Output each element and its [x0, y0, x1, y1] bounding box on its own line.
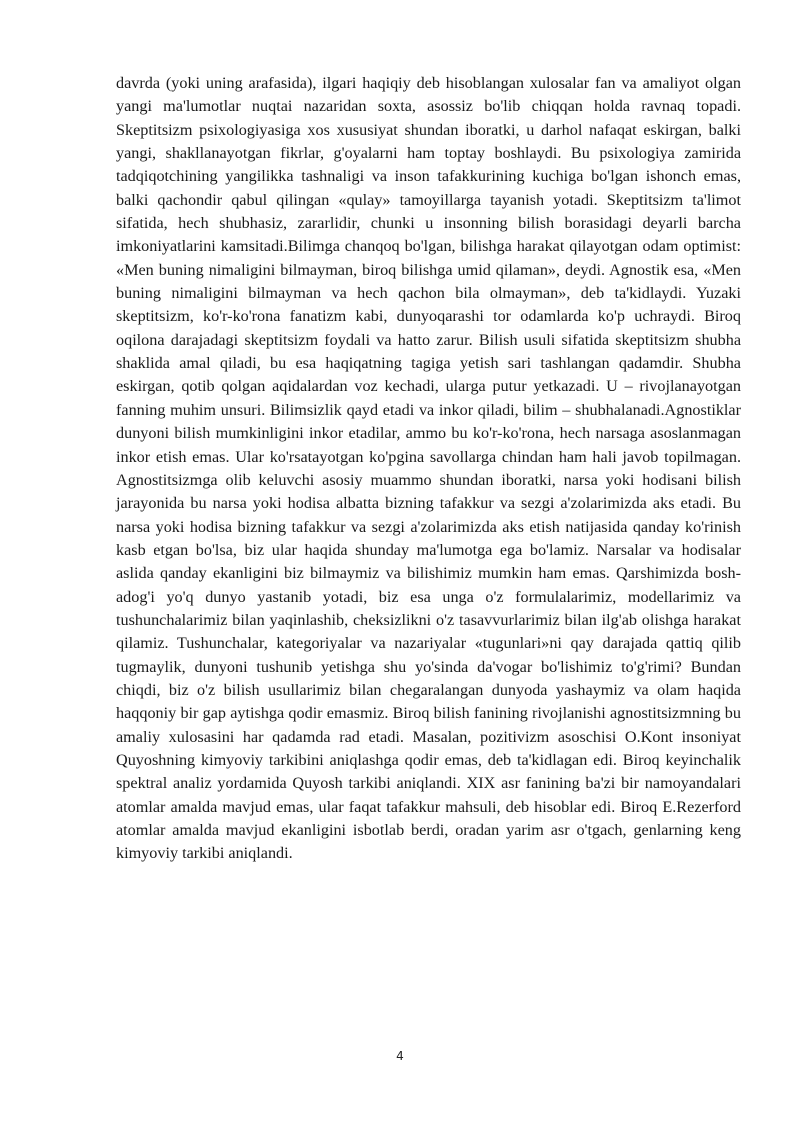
body-paragraph: davrda (yoki uning arafasida), ilgari haqiqiy deb hisoblangan xulosalar fan va amaliyot olgan yangi ma'lumotlar nuqtai nazaridan soxta, asossiz bo'lib chiqqan holda ravnaq topadi. Skeptitsizm psixologiyasiga xos xususiyat shundan iboratki, u darhol nafaqat eskirgan, balki yangi, shakllanayotgan fikrlar, g'oyalarni ham toptay boshlaydi. Bu psixologiya zamirida tadqiqotchining yangilikka tashnaligi va inson tafakkurining kuchiga bo'lgan ishonch emas, balki qachondir qabul qilingan «qulay» tamoyillarga tayanish yotadi. Skeptitsizm ta'limot sifatida, hech shubhasiz, zararlidir, chunki u insonning bilish borasidagi deyarli barcha imkoniyatlarini kamsitadi.Bilimga chanqoq bo'lgan, bilishga harakat qilayotgan odam optimist: «Men buning nimaligini bilmayman, biroq bilishga umid qilaman», deydi. Agnostik esa, «Men buning nimaligini bilmayman va hech qachon bila olmayman», deb ta'kidlaydi. Yuzaki skeptitsizm, ko'r-ko'rona fanatizm kabi, dunyoqarashi tor odamlarda ko'p uchraydi. Biroq oqilona darajadagi skeptitsizm foydali va hatto zarur. Bilish usuli sifatida skeptitsizm shubha shaklida amal qiladi, bu esa haqiqatning tagiga yetish sari tashlangan qadamdir. Shubha eskirgan, qotib qolgan aqidalardan voz kechadi, ularga putur yetkazadi. U – rivojlanayotgan fanning muhim unsuri. Bilimsizlik qayd etadi va inkor qiladi, bilim – shubhalanadi.Agnostiklar dunyoni bilish mumkinligini inkor etadilar, ammo bu ko'r-ko'rona, hech narsaga asoslanmagan inkor etish emas. Ular ko'rsatayotgan ko'pgina savollarga chindan ham hali javob topilmagan. Agnostitsizmga olib keluvchi asosiy muammo shundan iboratki, narsa yoki hodisani bilish jarayonida bu narsa yoki hodisa albatta bizning tafakkur va sezgi a'zolarimizda aks etadi. Bu narsa yoki hodisa bizning tafakkur va sezgi a'zolarimizda aks etish natijasida qanday ko'rinish kasb etgan bo'lsa, biz ular haqida shunday ma'lumotga ega bo'lamiz. Narsalar va hodisalar aslida qanday ekanligini biz bilmaymiz va bilishimiz mumkin ham emas. Qarshimizda bosh-adog'i yo'q dunyo yastanib yotadi, biz esa unga o'z formulalarimiz, modellarimiz va tushunchalarimiz bilan yaqinlashib, cheksizlikni o'z tasavvurlarimiz bilan ilg'ab olishga harakat qilamiz. Tushunchalar, kategoriyalar va nazariyalar «tugunlari»ni qay darajada qattiq qilib tugmaylik, dunyoni tushunib yetishga shu yo'sinda da'vogar bo'lishimiz to'g'rimi? Bundan chiqdi, biz o'z bilish usullarimiz bilan chegaralangan dunyoda yashaymiz va olam haqida haqqoniy bir gap aytishga qodir emasmiz. Biroq bilish fanining rivojlanishi agnostitsizmning bu amaliy xulosasini har qadamda rad etadi. Masalan, pozitivizm asoschisi O.Kont insoniyat Quyoshning kimyoviy tarkibini aniqlashga qodir emas, deb ta'kidlagan edi. Biroq keyinchalik spektral analiz yordamida Quyosh tarkibi aniqlandi. XIX asr fanining ba'zi bir namoyandalari atomlar amalda mavjud emas, ular faqat tafakkur mahsuli, deb hisoblar edi. Biroq E.Rezerford atomlar amalda mavjud ekanligini isbotlab berdi, oradan yarim asr o'tgach, genlarning keng kimyoviy tarkibi aniqlandi.	[116, 74, 741, 863]
page-number: 4	[396, 1049, 404, 1063]
